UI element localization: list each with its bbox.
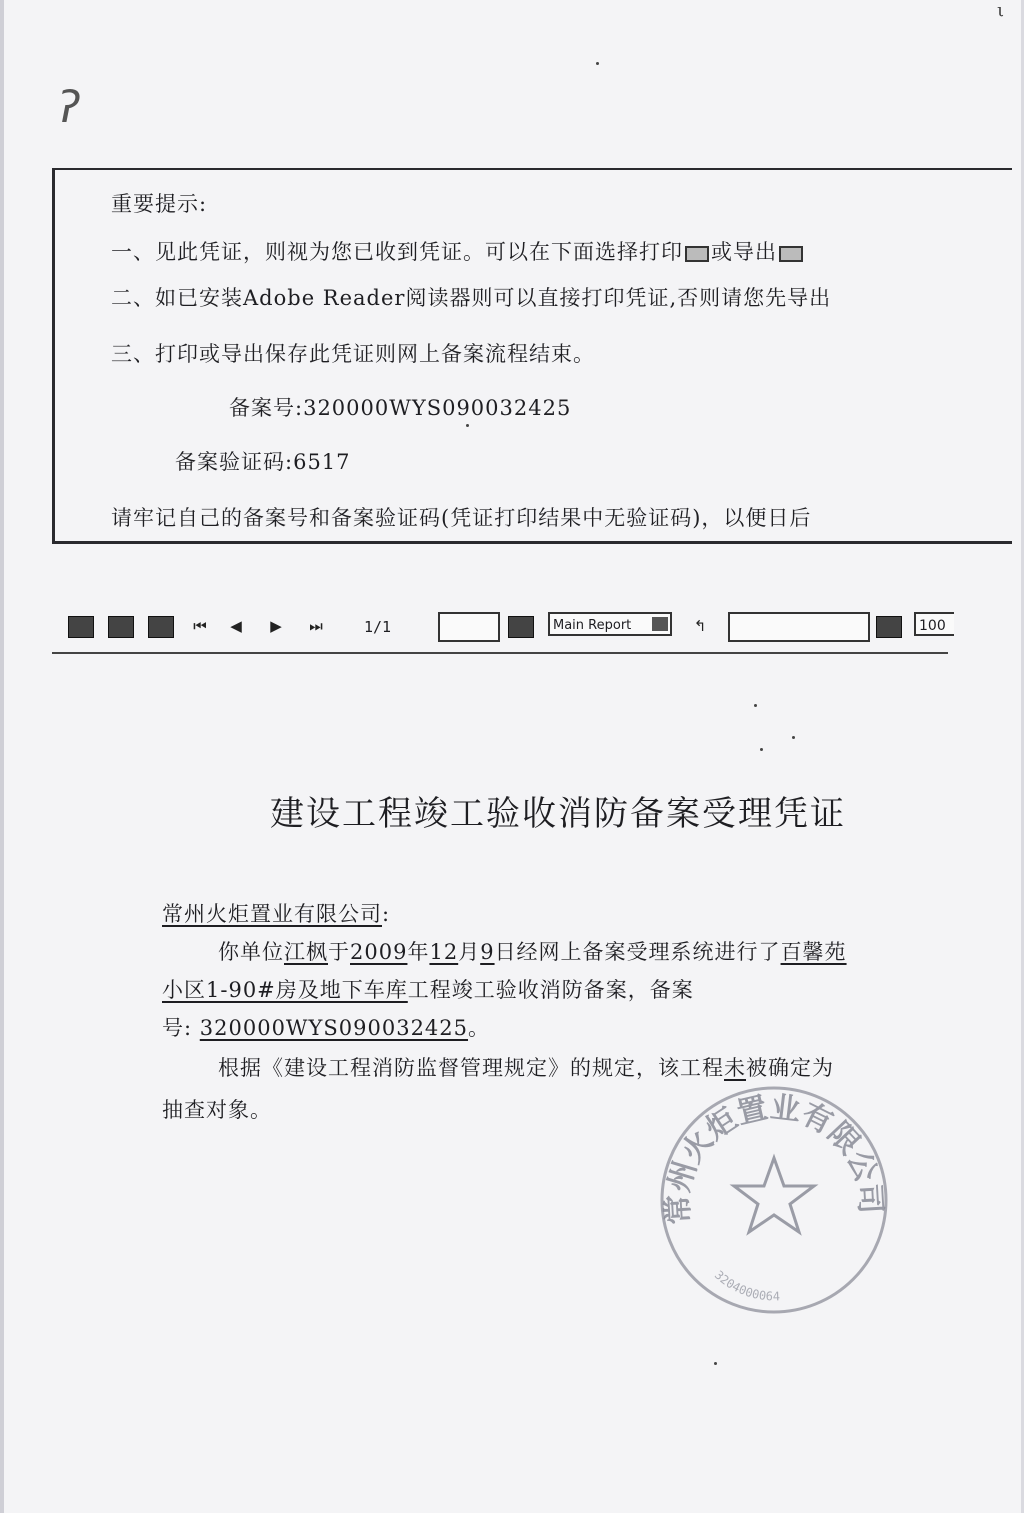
p1-month-unit: 月 bbox=[458, 940, 481, 964]
p1-year-unit: 年 bbox=[407, 940, 430, 964]
first-page-icon[interactable]: ⏮ bbox=[193, 617, 207, 635]
company-seal bbox=[654, 1080, 894, 1320]
notice-line-1 bbox=[111, 236, 805, 266]
paragraph-1-line-3 bbox=[162, 1012, 490, 1042]
paragraph-1-line-1 bbox=[218, 936, 847, 966]
p1-month: 12 bbox=[429, 940, 459, 964]
toolbar-divider bbox=[52, 652, 948, 654]
seal-text: 常州火炬置业有限公司 bbox=[660, 1090, 888, 1226]
notice-line-1-mid: 或导出 bbox=[711, 240, 777, 264]
important-notice-box bbox=[52, 168, 1012, 544]
verification-code-value: 6517 bbox=[293, 450, 351, 474]
goto-page-input[interactable] bbox=[438, 612, 500, 642]
recipient-line bbox=[162, 898, 390, 928]
previous-page-icon[interactable]: ◀ bbox=[230, 617, 242, 635]
export-icon[interactable] bbox=[68, 616, 94, 638]
drill-up-icon[interactable]: ↰ bbox=[693, 617, 707, 635]
scan-speck bbox=[714, 1362, 717, 1365]
seal-number: 3204000064 bbox=[711, 1267, 781, 1304]
notice-line-2: 二、如已安装Adobe Reader阅读器则可以直接打印凭证,否则请您先导出 bbox=[111, 286, 832, 310]
notice-title: 重要提示: bbox=[111, 192, 208, 216]
p1-person: 江枫 bbox=[284, 940, 328, 964]
next-page-icon[interactable]: ▶ bbox=[270, 617, 282, 635]
p1-no-value: 320000WYS090032425 bbox=[199, 1016, 469, 1040]
p1-project-a: 百馨苑 bbox=[780, 940, 847, 964]
paragraph-2-line-1 bbox=[218, 1052, 834, 1082]
report-select[interactable]: Main Report bbox=[548, 612, 672, 636]
registration-number bbox=[229, 392, 571, 422]
remember-note: 请牢记自己的备案号和备案验证码(凭证打印结果中无验证码)，以便日后 bbox=[111, 506, 812, 530]
notice-line-1-text: 一、见此凭证，则视为您已收到凭证。可以在下面选择打印 bbox=[111, 240, 683, 264]
corner-mark: ι bbox=[996, 0, 1004, 21]
export-icon bbox=[779, 246, 803, 262]
print-icon[interactable] bbox=[108, 616, 134, 638]
p2-b: 被确定为 bbox=[746, 1056, 834, 1080]
p1-no-label: 号: bbox=[162, 1016, 193, 1040]
verification-code bbox=[175, 446, 351, 476]
last-page-icon[interactable]: ⏭ bbox=[309, 617, 323, 635]
scan-speck bbox=[466, 424, 469, 427]
registration-number-value: 320000WYS090032425 bbox=[303, 396, 572, 420]
group-tree-icon[interactable] bbox=[148, 616, 174, 638]
verification-code-label: 备案验证码: bbox=[175, 450, 294, 474]
p1-end: 。 bbox=[468, 1016, 491, 1040]
p1-rest: 工程竣工验收消防备案，备案 bbox=[407, 978, 694, 1002]
registration-number-label: 备案号: bbox=[229, 396, 304, 420]
paragraph-1-line-2 bbox=[162, 974, 694, 1004]
zoom-select[interactable]: 100 bbox=[914, 612, 954, 636]
p2-a: 根据《建设工程消防监督管理规定》的规定，该工程 bbox=[218, 1056, 724, 1080]
recipient-name: 常州火炬置业有限公司 bbox=[162, 902, 382, 926]
notice-line-3: 三、打印或导出保存此凭证则网上备案流程结束。 bbox=[111, 342, 595, 366]
scan-speck bbox=[596, 62, 599, 65]
scan-speck bbox=[760, 748, 763, 751]
print-icon bbox=[685, 246, 709, 262]
report-viewer-toolbar bbox=[64, 608, 954, 646]
search-input[interactable] bbox=[728, 612, 870, 642]
recipient-suffix: : bbox=[382, 902, 391, 926]
p1-year: 2009 bbox=[350, 940, 408, 964]
p1-day-unit: 日经网上备案受理系统进行了 bbox=[494, 940, 781, 964]
seal-star-icon bbox=[734, 1158, 814, 1232]
paragraph-2-line-2: 抽查对象。 bbox=[162, 1098, 272, 1122]
pen-mark: ʔ bbox=[58, 82, 81, 133]
page-indicator: 1/1 bbox=[364, 618, 392, 636]
goto-page-icon[interactable] bbox=[508, 616, 534, 638]
p1-day: 9 bbox=[480, 940, 495, 964]
p1-intro: 你单位 bbox=[218, 940, 284, 964]
search-icon[interactable] bbox=[876, 616, 902, 638]
scan-speck bbox=[754, 704, 757, 707]
p1-project-b: 小区1-90#房及地下车库 bbox=[162, 978, 408, 1002]
page-left-edge bbox=[0, 0, 4, 1513]
scan-speck bbox=[792, 736, 795, 739]
certificate-title: 建设工程竣工验收消防备案受理凭证 bbox=[270, 794, 846, 834]
p1-at: 于 bbox=[328, 940, 350, 964]
p2-not: 未 bbox=[724, 1056, 746, 1080]
